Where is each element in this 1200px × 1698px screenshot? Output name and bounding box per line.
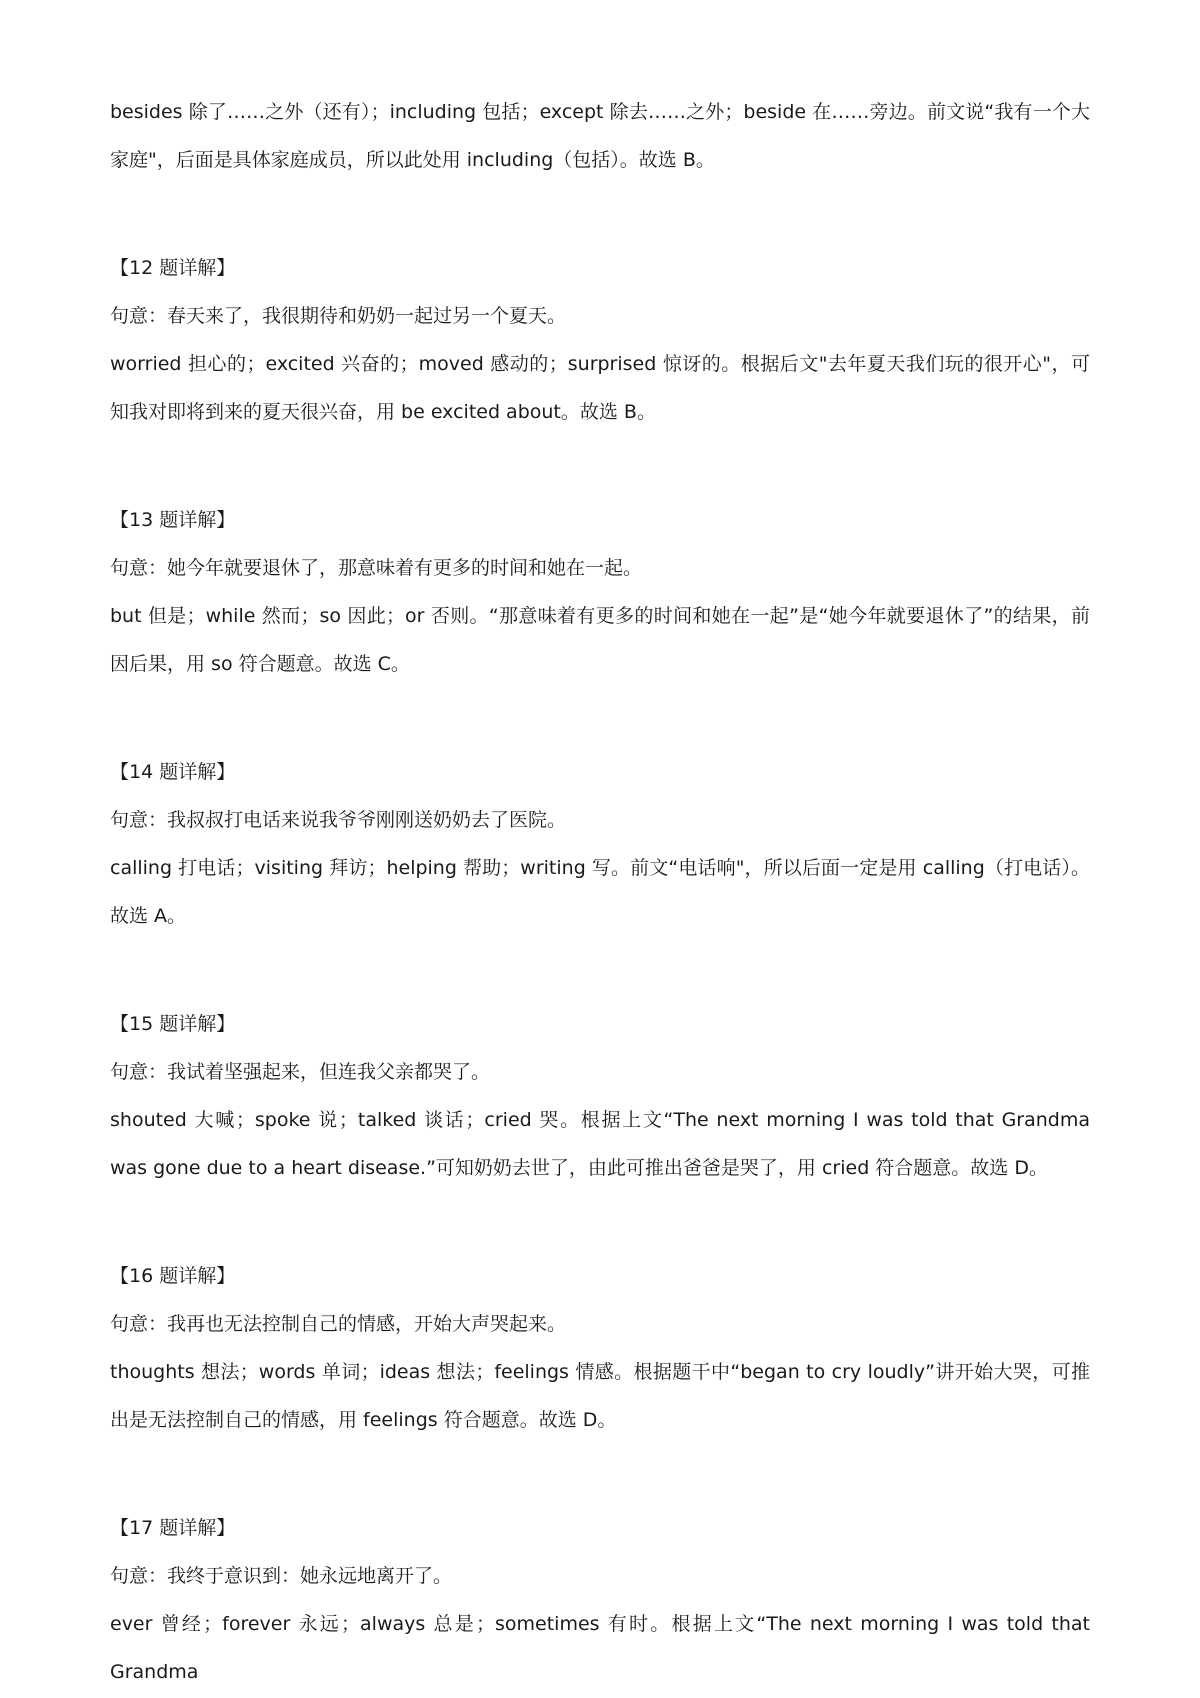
- question-12-sentence: 句意：春天来了，我很期待和奶奶一起过另一个夏天。: [110, 305, 567, 327]
- question-17-explanation: ever 曾经；forever 永远；always 总是；sometimes 有时。根据上文“The next morning I was told that Grandma: [110, 1613, 1090, 1683]
- question-17-sentence: 句意：我终于意识到：她永远地离开了。: [110, 1565, 453, 1587]
- question-12-explanation: worried 担心的；excited 兴奋的；moved 感动的；surprised 惊讶的。根据后文"去年夏天我们玩的很开心"，可知我对即将到来的夏天很兴奋，用 be excited about。故选 B。: [110, 353, 1090, 423]
- question-13-sentence: 句意：她今年就要退休了，那意味着有更多的时间和她在一起。: [110, 557, 643, 579]
- question-17-section: [110, 1504, 1090, 1696]
- question-12-section: [110, 244, 1090, 436]
- question-15-sentence: 句意：我试着坚强起来，但连我父亲都哭了。: [110, 1061, 491, 1083]
- question-16-section: [110, 1252, 1090, 1444]
- intro-explanation: besides 除了……之外（还有）；including 包括；except 除去……之外；beside 在……旁边。前文说“我有一个大家庭"，后面是具体家庭成员，所以此处用 including（包括）。故选 B。: [110, 101, 1090, 171]
- question-15-explanation: shouted 大喊；spoke 说；talked 谈话；cried 哭。根据上文“The next morning I was told that Grandma was gone due to a heart disease.”可知奶奶去世了，由此可推出爸爸是哭了，用 cried 符合题意。故选 D。: [110, 1109, 1090, 1179]
- question-12-title: 【12 题详解】: [110, 257, 236, 279]
- question-14-title: 【14 题详解】: [110, 761, 236, 783]
- question-13-explanation: but 但是；while 然而；so 因此；or 否则。“那意味着有更多的时间和她在一起”是“她今年就要退休了”的结果，前因后果，用 so 符合题意。故选 C。: [110, 605, 1090, 675]
- question-13-title: 【13 题详解】: [110, 509, 236, 531]
- question-13-section: [110, 496, 1090, 688]
- question-14-sentence: 句意：我叔叔打电话来说我爷爷刚刚送奶奶去了医院。: [110, 809, 567, 831]
- question-17-title: 【17 题详解】: [110, 1517, 236, 1539]
- question-15-title: 【15 题详解】: [110, 1013, 236, 1035]
- question-15-section: [110, 1000, 1090, 1192]
- question-14-section: [110, 748, 1090, 940]
- question-16-title: 【16 题详解】: [110, 1265, 236, 1287]
- question-16-explanation: thoughts 想法；words 单词；ideas 想法；feelings 情感。根据题干中“began to cry loudly”讲开始大哭，可推出是无法控制自己的情感，用 feelings 符合题意。故选 D。: [110, 1361, 1090, 1431]
- question-16-sentence: 句意：我再也无法控制自己的情感，开始大声哭起来。: [110, 1313, 567, 1335]
- question-14-explanation: calling 打电话；visiting 拜访；helping 帮助；writing 写。前文“电话响"，所以后面一定是用 calling（打电话）。故选 A。: [110, 857, 1090, 927]
